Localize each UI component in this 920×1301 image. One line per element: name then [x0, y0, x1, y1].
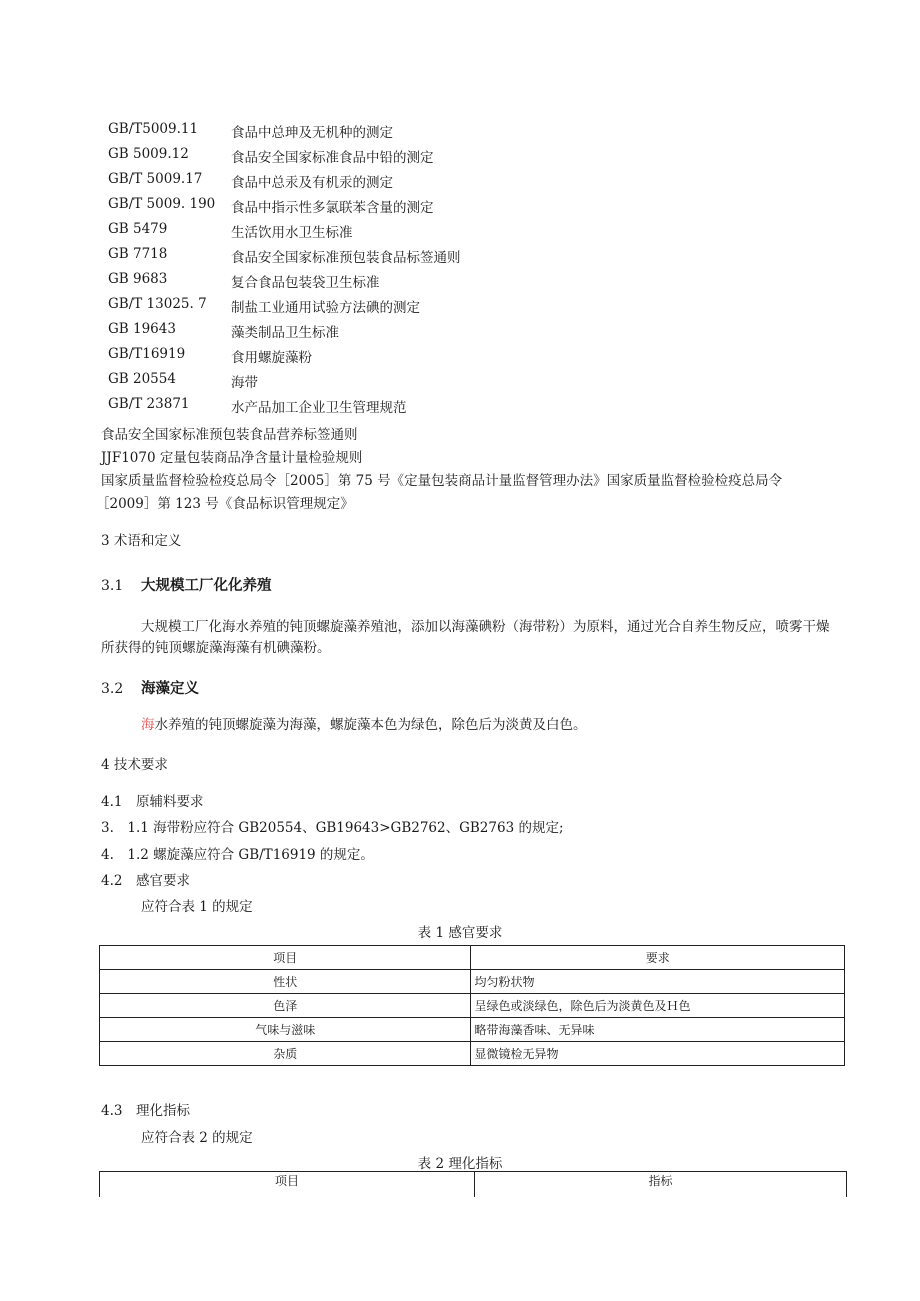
standard-row [0, 246, 920, 271]
standard-row [0, 171, 920, 196]
table-cell: 均匀粉状物 [471, 970, 845, 994]
note-line: 应符合表 2 的规定 [141, 1130, 253, 1146]
requirement-line: 4. 1.2 螺旋藻应符合 GB/T16919 的规定。 [101, 847, 374, 863]
standard-title: 食品安全国家标准预包装食品标签通则 [231, 250, 461, 266]
reference-line: 食品安全国家标准预包装食品营养标签通则 [101, 427, 358, 443]
table-header-cell: 项目 [100, 946, 471, 970]
reference-line: ［2009］第 123 号《食品标识管理规定》 [96, 496, 354, 512]
standard-code: GB/T 13025. 7 [108, 296, 207, 312]
note-line: 应符合表 1 的规定 [141, 899, 253, 915]
standard-title: 水产品加工企业卫生管理规范 [231, 400, 407, 416]
standard-title: 海带 [231, 375, 258, 391]
standard-row [0, 396, 920, 421]
standard-title: 制盐工业通用试验方法碘的测定 [231, 300, 420, 316]
highlighted-char: 海 [141, 717, 155, 733]
table-header-cell: 指标 [648, 1174, 673, 1188]
table-cell: 杂质 [100, 1042, 471, 1066]
table-row [100, 1042, 845, 1066]
section-heading: 3 术语和定义 [101, 533, 182, 549]
standard-code: GB/T16919 [108, 346, 186, 362]
standard-row [0, 146, 920, 171]
standard-title: 食用螺旋藻粉 [231, 350, 312, 366]
standard-title: 复合食品包装袋卫生标准 [231, 275, 380, 291]
standard-code: GB/T5009.11 [108, 121, 199, 137]
subsection-number: 3.2 [101, 681, 124, 697]
standard-code: GB 5009.12 [108, 146, 189, 162]
subsection-heading [101, 677, 199, 698]
standard-code: GB/T 5009. 190 [108, 196, 216, 212]
standard-title: 食品安全国家标准食品中铅的测定 [231, 150, 434, 166]
table-cell: 显微镜检无异物 [471, 1042, 845, 1066]
sensory-table [99, 945, 845, 1066]
table-header-cell: 项目 [100, 1172, 475, 1197]
standard-title: 生活饮用水卫生标准 [231, 225, 353, 241]
standard-row [0, 296, 920, 321]
standard-code: GB 9683 [108, 271, 168, 287]
definition-paragraph [101, 715, 841, 736]
standard-title: 食品中指示性多氯联苯含量的测定 [231, 200, 434, 216]
standard-row [0, 321, 920, 346]
table-row [100, 994, 845, 1018]
table-cell: 色泽 [100, 994, 471, 1018]
reference-line: 国家质量监督检验检疫总局令［2005］第 75 号《定量包装商品计量监督管理办法》国家质量监督检验检疫总局令 [101, 473, 783, 489]
standard-row [0, 121, 920, 146]
table-cell: 略带海藻香味、无异味 [471, 1018, 845, 1042]
subsection-line: 4.1 原辅料要求 [101, 794, 204, 810]
requirement-line: 3. 1.1 海带粉应符合 GB20554、GB19643>GB2762、GB2763 的规定; [101, 820, 564, 836]
subsection-line: 4.2 感官要求 [101, 873, 190, 889]
paragraph-text: 水养殖的钝顶螺旋藻为海藻，螺旋藻本色为绿色，除色后为淡黄及白色。 [154, 717, 587, 733]
standard-code: GB 7718 [108, 246, 168, 262]
table-caption: 表 2 理化指标 [417, 1156, 503, 1172]
standard-code: GB/T 5009.17 [108, 171, 203, 187]
standard-row [0, 371, 920, 396]
table-header-cell: 要求 [471, 946, 845, 970]
standard-row [0, 196, 920, 221]
subsection-title: 大规模工厂化化养殖 [141, 578, 272, 594]
table-header-row [100, 946, 845, 970]
standard-title: 藻类制品卫生标准 [231, 325, 339, 341]
table-cell: 呈绿色或淡绿色，除色后为淡黄色及Ｈ色 [471, 994, 845, 1018]
table-row [100, 970, 845, 994]
subsection-number: 3.1 [101, 578, 124, 594]
standard-title: 食品中总汞及有机汞的测定 [231, 175, 393, 191]
table-cell: 气味与滋味 [100, 1018, 471, 1042]
standard-row [0, 221, 920, 246]
standard-title: 食品中总珅及无机种的测定 [231, 125, 393, 141]
subsection-heading [101, 574, 272, 595]
standard-code: GB 20554 [108, 371, 176, 387]
table-row [100, 1018, 845, 1042]
standard-code: GB/T 23871 [108, 396, 190, 412]
subsection-title: 海藻定义 [141, 681, 199, 697]
standard-code: GB 5479 [108, 221, 168, 237]
reference-line: JJF1070 定量包装商品净含量计量检验规则 [101, 450, 363, 466]
table-caption: 表 1 感官要求 [417, 925, 503, 941]
standard-row [0, 346, 920, 371]
subsection-line: 4.3 理化指标 [101, 1103, 190, 1119]
standard-row [0, 271, 920, 296]
physchem-table [99, 1171, 847, 1197]
standard-code: GB 19643 [108, 321, 176, 337]
table-cell: 性状 [100, 970, 471, 994]
definition-paragraph: 大规模工厂化海水养殖的钝顶螺旋藻养殖池，添加以海藻碘粉（海带粉）为原料，通过光合自养生物反应，喷雾干燥所获得的钝顶螺旋藻海藻有机碘藻粉。 [101, 619, 830, 656]
section-heading: 4 技术要求 [101, 757, 168, 773]
